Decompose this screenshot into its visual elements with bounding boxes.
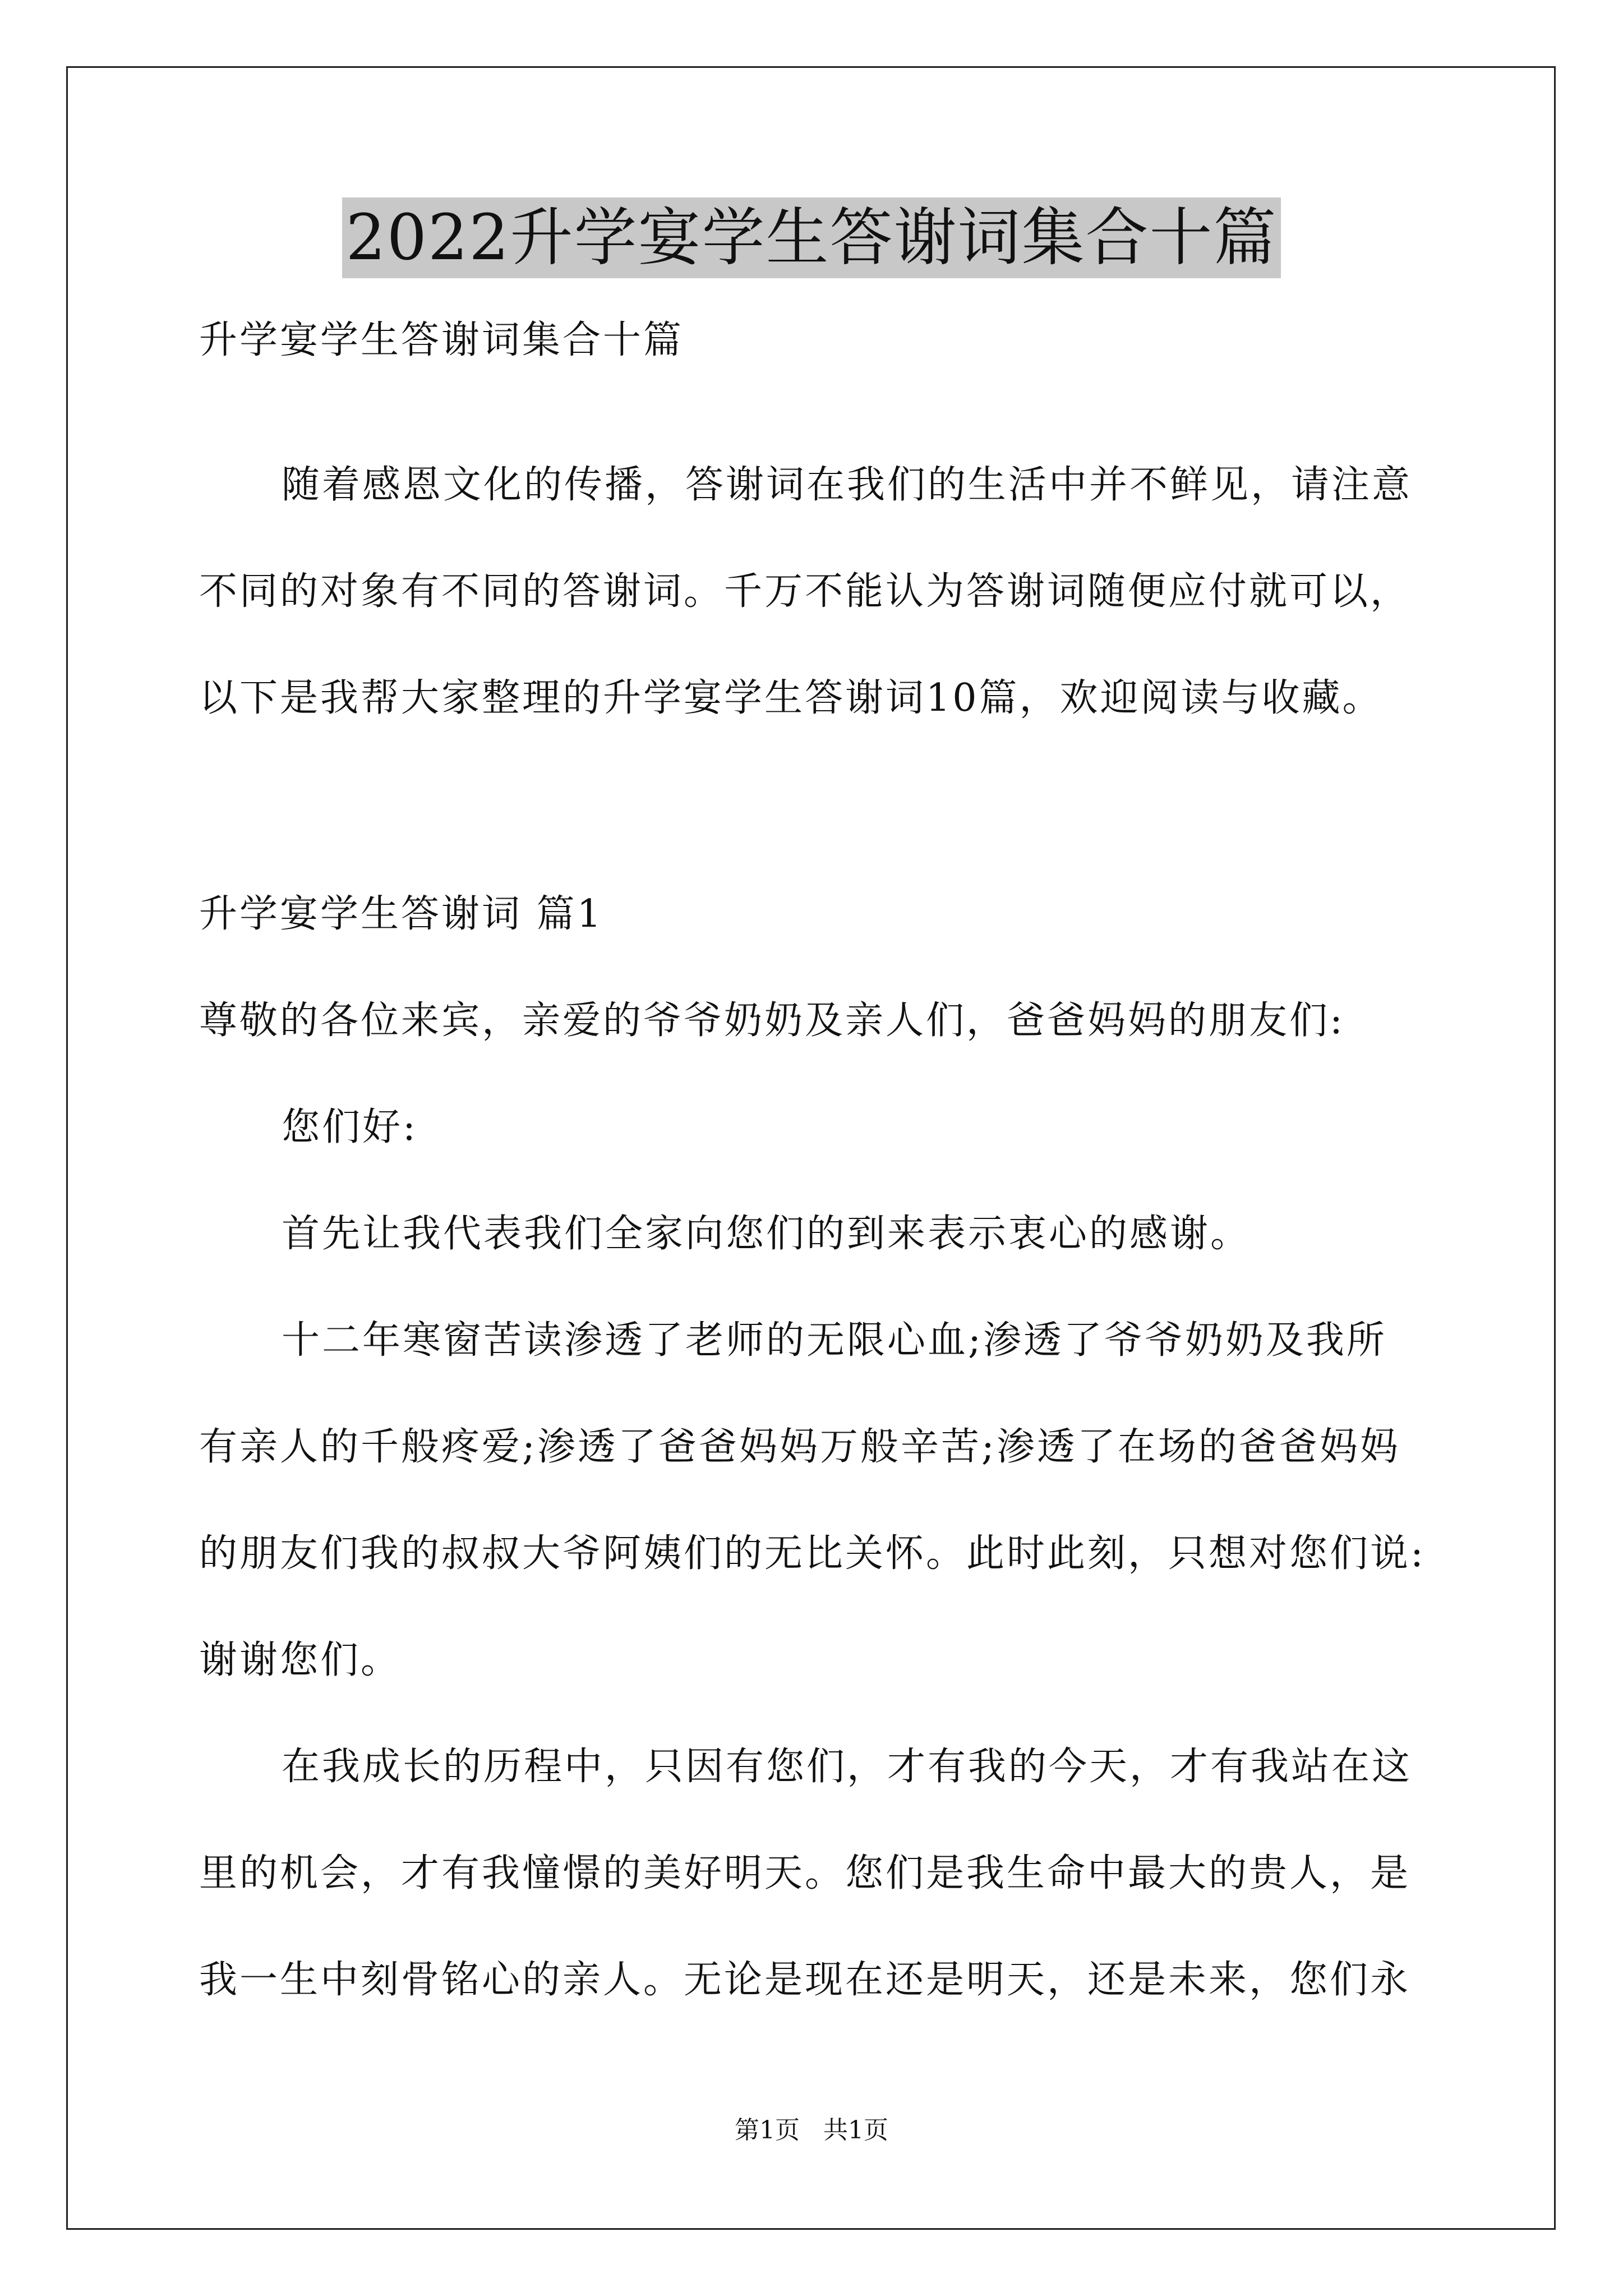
greeting: 您们好: [282,1105,418,1149]
paragraph-2-line-4: 谢谢您们。 [199,1638,402,1682]
page-footer: 第1页 共1页 [735,2116,888,2145]
document-subtitle: 升学宴学生答谢词集合十篇 [199,318,684,362]
intro-line-1: 随着感恩文化的传播，答谢词在我们的生活中并不鲜见，请注意 [282,463,1413,507]
paragraph-2-line-3: 的朋友们我的叔叔大爷阿姨们的无比关怀。此时此刻，只想对您们说: [199,1531,1426,1576]
paragraph-3-line-2: 里的机会，才有我憧憬的美好明天。您们是我生命中最大的贵人，是 [199,1851,1411,1895]
paragraph-2-line-1: 十二年寒窗苦读渗透了老师的无限心血;渗透了爷爷奶奶及我所 [282,1318,1387,1363]
salutation: 尊敬的各位来宾，亲爱的爷爷奶奶及亲人们，爸爸妈妈的朋友们: [199,999,1345,1043]
paragraph-3-line-3: 我一生中刻骨铭心的亲人。无论是现在还是明天，还是未来，您们永 [199,1958,1411,2002]
section-heading: 升学宴学生答谢词 篇1 [199,892,603,936]
intro-line-2: 不同的对象有不同的答谢词。千万不能认为答谢词随便应付就可以， [199,569,1411,614]
intro-line-3: 以下是我帮大家整理的升学宴学生答谢词10篇，欢迎阅读与收藏。 [199,676,1383,720]
document-title: 2022升学宴学生答谢词集合十篇 [342,197,1280,278]
paragraph-2-line-2: 有亲人的千般疼爱;渗透了爸爸妈妈万般辛苦;渗透了在场的爸爸妈妈 [199,1425,1400,1469]
title-container [0,197,1623,278]
paragraph-1: 首先让我代表我们全家向您们的到来表示衷心的感谢。 [282,1212,1251,1256]
paragraph-3-line-1: 在我成长的历程中，只因有您们，才有我的今天，才有我站在这 [282,1745,1413,1789]
